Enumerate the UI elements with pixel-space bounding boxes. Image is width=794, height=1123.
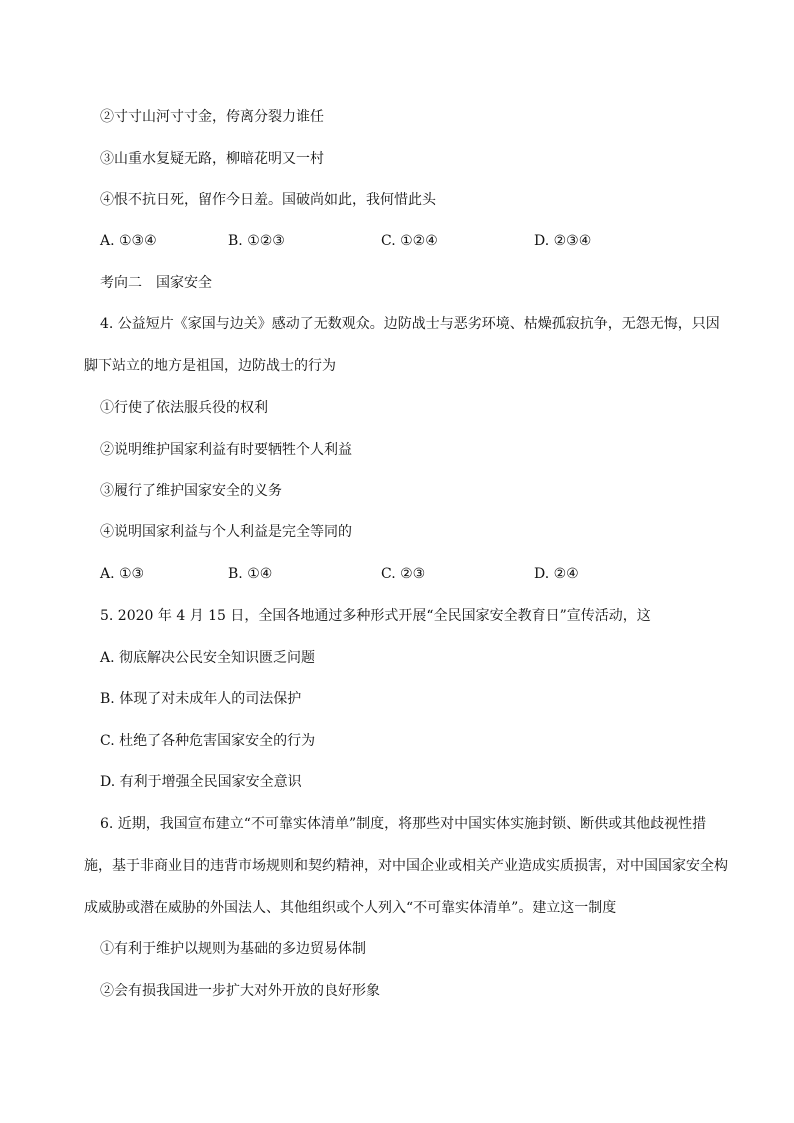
q5-choice-d: D. 有利于增强全民国家安全意识	[100, 774, 302, 790]
q4-option-4: ④说明国家利益与个人利益是完全等同的	[100, 524, 352, 540]
q4-option-2: ②说明维护国家利益有时要牺牲个人利益	[100, 442, 352, 458]
q4-stem-line1: 4. 公益短片《家国与边关》感动了无数观众。边防战士与恶劣环境、枯燥孤寂抗争，无怨无悔，只因	[100, 316, 720, 332]
q4-choice-b: B. ①④	[228, 566, 273, 582]
q3-choice-d: D. ②③④	[534, 233, 592, 249]
q3-option-3: ③山重水复疑无路，柳暗花明又一村	[100, 151, 324, 167]
q3-choice-b: B. ①②③	[228, 233, 285, 249]
q5-choice-b: B. 体现了对未成年人的司法保护	[100, 691, 302, 707]
q3-choice-a: A. ①③④	[100, 233, 157, 249]
q4-option-3: ③履行了维护国家安全的义务	[100, 483, 282, 499]
q3-option-4: ④恨不抗日死，留作今日羞。国破尚如此，我何惜此头	[100, 192, 436, 208]
q6-stem-line2: 施，基于非商业目的违背市场规则和契约精神，对中国企业或相关产业造成实质损害，对中国国家安全构	[84, 858, 728, 874]
q6-option-1: ①有利于维护以规则为基础的多边贸易体制	[100, 941, 366, 957]
q4-stem-line2: 脚下站立的地方是祖国，边防战士的行为	[84, 358, 336, 374]
q3-choice-c: C. ①②④	[381, 233, 438, 249]
q3-choices	[100, 231, 700, 251]
q4-choice-a: A. ①③	[100, 566, 145, 582]
q5-stem: 5. 2020 年 4 月 15 日，全国各地通过多种形式开展“全民国家安全教育日”宣传活动，这	[100, 608, 651, 624]
section-heading: 考向二 国家安全	[100, 275, 212, 291]
q6-stem-line3: 成威胁或潜在威胁的外国法人、其他组织或个人列入“不可靠实体清单”。建立这一制度	[84, 900, 617, 916]
q6-option-2: ②会有损我国进一步扩大对外开放的良好形象	[100, 983, 380, 999]
q5-choice-c: C. 杜绝了各种危害国家安全的行为	[100, 733, 316, 749]
q5-choice-a: A. 彻底解决公民安全知识匮乏问题	[100, 650, 316, 666]
q4-choices	[100, 564, 700, 584]
q4-choice-d: D. ②④	[534, 566, 579, 582]
q6-stem-line1: 6. 近期，我国宣布建立“不可靠实体清单”制度，将那些对中国实体实施封锁、断供或其他歧视性措	[100, 816, 707, 832]
q4-choice-c: C. ②③	[381, 566, 426, 582]
q3-option-2: ②寸寸山河寸寸金，侉离分裂力谁任	[100, 109, 324, 125]
q4-option-1: ①行使了依法服兵役的权利	[100, 400, 268, 416]
